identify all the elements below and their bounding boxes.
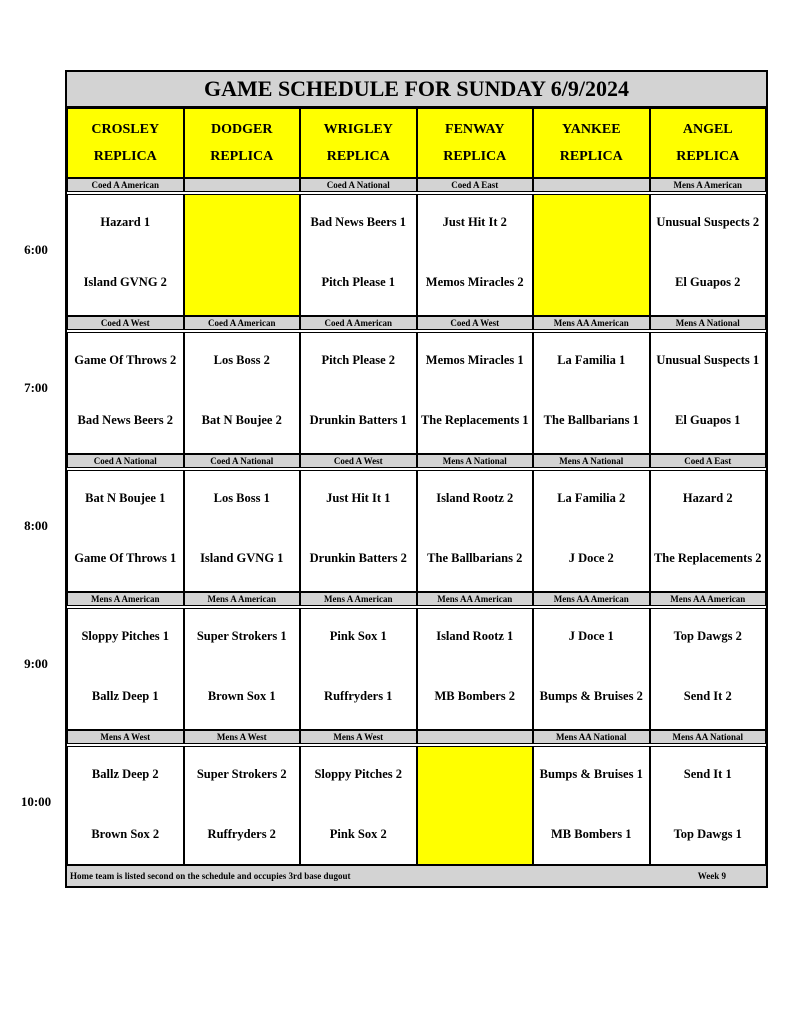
schedule-footer [67,864,766,886]
home-team: El Guapos 1 [675,413,741,427]
away-team: Memos Miracles 1 [425,353,524,367]
division-label: Coed A West [300,454,417,468]
field-subtitle: REPLICA [93,149,157,164]
away-team: Send It 1 [683,767,732,781]
game-cell [67,608,184,730]
home-team: Drunkin Batters 1 [309,413,407,427]
away-team: J Doce 1 [568,629,614,643]
division-label: Mens AA American [533,316,650,330]
home-team: Brown Sox 2 [91,827,160,841]
away-team: Los Boss 1 [213,491,270,505]
away-team: Island Rootz 2 [436,491,514,505]
home-team: Brown Sox 1 [207,689,276,703]
home-team: Pink Sox 2 [329,827,387,841]
away-team: Just Hit It 2 [442,215,507,229]
division-label: Coed A National [67,454,184,468]
division-label [417,730,534,744]
division-label: Mens AA National [533,730,650,744]
division-label: Coed A American [184,316,301,330]
open-slot [184,194,301,316]
game-cell [650,470,767,592]
division-label: Coed A East [650,454,767,468]
field-name: CROSLEY [91,122,160,137]
away-team: Game Of Throws 2 [74,353,177,367]
away-team: Hazard 2 [682,491,733,505]
division-label: Mens A West [67,730,184,744]
home-team: MB Bombers 2 [434,689,516,703]
home-team: Ruffryders 1 [324,689,393,703]
field-name: WRIGLEY [323,122,393,137]
away-team: Sloppy Pitches 1 [81,629,169,643]
home-team: Bat N Boujee 2 [201,413,282,427]
division-label: Mens A West [184,730,301,744]
game-cell [650,332,767,454]
game-cell [417,194,534,316]
home-team: MB Bombers 1 [550,827,632,841]
division-label: Coed A American [300,316,417,330]
division-label: Mens A West [300,730,417,744]
game-cell [650,746,767,868]
home-team: The Ballbarians 2 [427,551,523,565]
division-label: Mens A American [67,592,184,606]
away-team: Bad News Beers 1 [310,215,406,229]
away-team: Unusual Suspects 1 [656,353,760,367]
game-cell [67,746,184,868]
field-subtitle: REPLICA [559,149,623,164]
home-team: Drunkin Batters 2 [309,551,407,565]
away-team: Bat N Boujee 1 [85,491,166,505]
away-team: Pink Sox 1 [329,629,387,643]
division-label: Coed A National [184,454,301,468]
schedule-title: GAME SCHEDULE FOR SUNDAY 6/9/2024 [67,72,766,108]
field-subtitle: REPLICA [443,149,507,164]
open-slot [417,746,534,868]
game-cell [300,746,417,868]
away-team: Super Strokers 2 [196,767,287,781]
division-label: Mens A American [300,592,417,606]
game-cell [417,470,534,592]
home-team: The Replacements 1 [420,413,529,427]
field-header [67,108,184,178]
game-cell [533,470,650,592]
home-team: Pitch Please 1 [321,275,396,289]
away-team: Pitch Please 2 [321,353,396,367]
away-team: Los Boss 2 [213,353,270,367]
home-team: Send It 2 [683,689,732,703]
game-cell [650,608,767,730]
field-name: YANKEE [561,122,621,137]
away-team: La Familia 2 [557,491,626,505]
game-cell [184,332,301,454]
field-name: FENWAY [445,122,505,137]
home-team: Ruffryders 2 [207,827,276,841]
game-cell [184,470,301,592]
game-cell [417,332,534,454]
time-label: 8:00 [24,518,48,533]
game-cell [300,608,417,730]
game-cell [417,608,534,730]
field-header [300,108,417,178]
home-team: Island GVNG 1 [200,551,284,565]
away-team: Sloppy Pitches 2 [314,767,402,781]
home-team: Island GVNG 2 [83,275,167,289]
division-label: Coed A East [417,178,534,192]
time-label: 10:00 [20,794,52,809]
field-subtitle: REPLICA [676,149,740,164]
division-label: Mens AA American [650,592,767,606]
home-team: Ballz Deep 1 [91,689,159,703]
time-label: 7:00 [24,380,48,395]
division-label: Coed A West [67,316,184,330]
game-cell [67,332,184,454]
away-team: Just Hit It 1 [326,491,391,505]
away-team: La Familia 1 [557,353,626,367]
home-team: J Doce 2 [568,551,614,565]
division-label: Mens A National [417,454,534,468]
away-team: Bumps & Bruises 1 [539,767,643,781]
home-team: Top Dawgs 1 [673,827,742,841]
division-label: Mens A American [650,178,767,192]
home-team: El Guapos 2 [675,275,741,289]
division-label: Coed A American [67,178,184,192]
game-cell [67,194,184,316]
away-team: Island Rootz 1 [436,629,514,643]
schedule-table [65,70,768,888]
division-label: Mens AA American [417,592,534,606]
game-cell [533,332,650,454]
division-label: Coed A National [300,178,417,192]
away-team: Unusual Suspects 2 [656,215,760,229]
home-team: Bumps & Bruises 2 [539,689,643,703]
division-label: Mens A National [650,316,767,330]
home-team: Memos Miracles 2 [425,275,524,289]
game-cell [184,746,301,868]
division-label: Mens AA National [650,730,767,744]
footer-note: Home team is listed second on the schedule and occupies 3rd base dugout [70,871,351,881]
field-subtitle: REPLICA [326,149,390,164]
division-label [533,178,650,192]
time-label: 9:00 [24,656,48,671]
division-label: Mens A American [184,592,301,606]
field-header [417,108,534,178]
away-team: Top Dawgs 2 [673,629,742,643]
game-cell [300,470,417,592]
field-header [650,108,767,178]
field-header [533,108,650,178]
home-team: The Replacements 2 [653,551,762,565]
field-name: DODGER [211,122,273,137]
game-cell [533,746,650,868]
game-cell [533,608,650,730]
game-cell [67,470,184,592]
home-team: The Ballbarians 1 [543,413,639,427]
home-team: Bad News Beers 2 [77,413,173,427]
field-subtitle: REPLICA [210,149,274,164]
open-slot [533,194,650,316]
division-label [184,178,301,192]
time-label: 6:00 [24,242,48,257]
game-cell [300,332,417,454]
game-cell [184,608,301,730]
division-label: Coed A West [417,316,534,330]
division-label: Mens A National [533,454,650,468]
game-cell [650,194,767,316]
division-label: Mens AA American [533,592,650,606]
game-cell [300,194,417,316]
home-team: Game Of Throws 1 [74,551,177,565]
away-team: Ballz Deep 2 [91,767,159,781]
field-name: ANGEL [682,122,733,137]
field-header [184,108,301,178]
away-team: Hazard 1 [100,215,151,229]
week-label: Week 9 [697,871,726,881]
away-team: Super Strokers 1 [196,629,287,643]
